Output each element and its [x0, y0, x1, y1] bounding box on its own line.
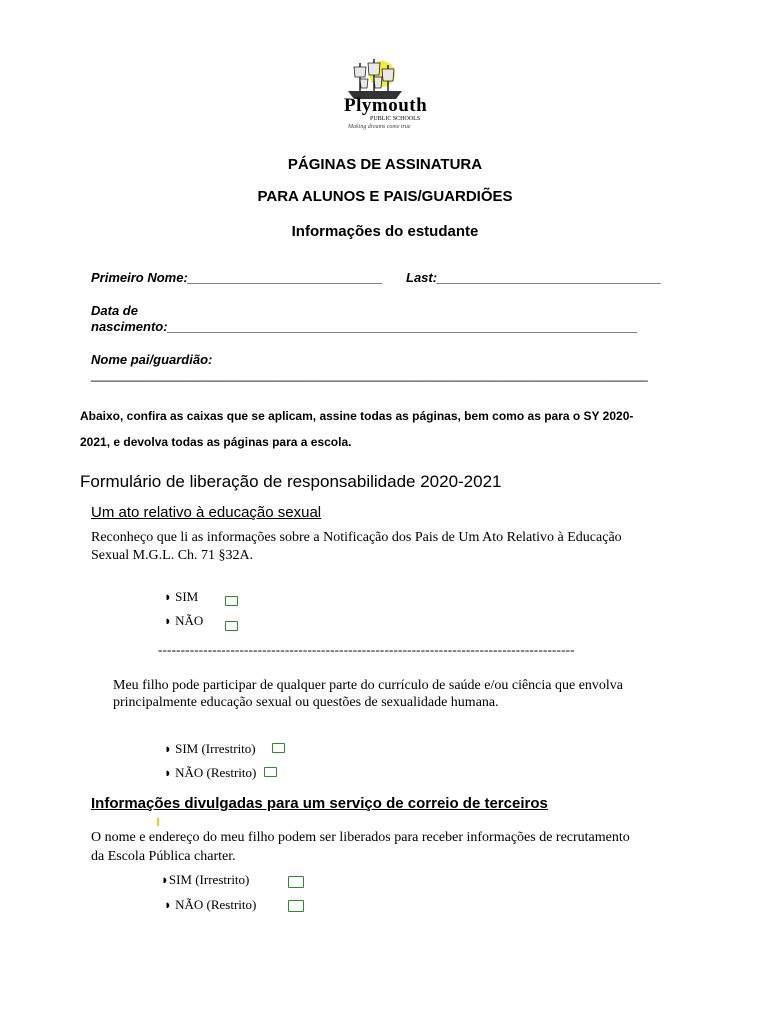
parent-name-line[interactable]: _____________________________________________________________________________: [91, 367, 648, 382]
last-name-line: _______________________________: [437, 270, 662, 285]
section1-no-label: NÃO: [175, 613, 204, 628]
instructions-line1: Abaixo, confira as caixas que se aplicam, assine todas as páginas, bem como as para o SY 2020-: [80, 409, 634, 423]
title-student-info: Informações do estudante: [291, 223, 479, 240]
instructions-line2: 2021, e devolva todas as páginas para a escola.: [80, 435, 352, 449]
section1-text-line1: Reconheço que li as informações sobre a Notificação dos Pais de Um Ato Relativo à Educação: [91, 530, 622, 545]
title-signature-pages: PÁGINAS DE ASSINATURA: [287, 156, 483, 173]
section3-yes-checkbox[interactable]: [288, 876, 304, 888]
section2-text-line2: principalmente educação sexual ou questões de sexualidade humana.: [113, 695, 499, 710]
first-name-line: ___________________________: [187, 270, 384, 285]
section2-option-no[interactable]: [164, 765, 256, 781]
section3-no-label: NÃO (Restrito): [175, 897, 257, 912]
first-name-field[interactable]: [91, 270, 383, 285]
section3-no-checkbox[interactable]: [288, 900, 304, 912]
section3-yes-label: SIM (Irrestrito): [168, 872, 250, 887]
section3-option-yes[interactable]: [161, 872, 249, 888]
text-cursor-mark: [157, 818, 159, 826]
dob-line: _________________________________________________________________: [167, 319, 638, 334]
dob-field[interactable]: [91, 319, 638, 334]
first-name-label: Primeiro Nome:: [91, 270, 188, 285]
bullet-marker-icon: ◗: [164, 589, 172, 604]
last-name-field[interactable]: [406, 270, 661, 285]
logo-tagline: Making dreams come true: [348, 124, 411, 130]
bullet-marker-icon: ◗: [161, 872, 169, 887]
section1-yes-label: SIM: [175, 589, 199, 604]
bullet-marker-icon: ◗: [164, 613, 172, 628]
bullet-marker-icon: ◗: [164, 741, 172, 756]
section2-option-yes[interactable]: [164, 741, 256, 757]
bullet-marker-icon: ◗: [164, 765, 172, 780]
section3-option-no[interactable]: [164, 897, 256, 913]
section1-no-checkbox[interactable]: [225, 621, 238, 631]
section-divider: --------------------------------------------------------------------------------------------: [158, 642, 575, 657]
title-students-parents: PARA ALUNOS E PAIS/GUARDIÕES: [257, 188, 513, 205]
section2-text-line1: Meu filho pode participar de qualquer parte do currículo de saúde e/ou ciência que envolva: [113, 678, 624, 693]
section2-yes-label: SIM (Irrestrito): [175, 741, 256, 756]
section1-heading: Um ato relativo à educação sexual: [91, 504, 322, 521]
section3-heading: Informações divulgadas para um serviço de correio de terceiros: [91, 795, 548, 812]
logo-name: Plymouth: [344, 95, 428, 116]
section2-no-label: NÃO (Restrito): [175, 765, 257, 780]
section2-yes-checkbox[interactable]: [272, 743, 285, 753]
dob-label: nascimento:: [91, 319, 168, 334]
section1-yes-checkbox[interactable]: [225, 596, 238, 606]
parent-name-label: Nome pai/guardião:: [91, 352, 213, 367]
form-title: Formulário de liberação de responsabilidade 2020-2021: [80, 472, 502, 491]
plymouth-logo: [330, 55, 440, 135]
bullet-marker-icon: ◗: [164, 897, 172, 912]
last-name-label: Last:: [406, 270, 438, 285]
logo-subname: PUBLIC SCHOOLS: [370, 116, 421, 122]
section3-text-line1: O nome e endereço do meu filho podem ser liberados para receber informações de recrutamento: [91, 830, 630, 845]
dob-label-line1: Data de: [91, 303, 138, 318]
section2-no-checkbox[interactable]: [264, 767, 277, 777]
section3-text-line2: da Escola Pública charter.: [91, 849, 236, 864]
section1-option-no[interactable]: [164, 613, 203, 629]
section1-option-yes[interactable]: [164, 589, 198, 605]
section1-text-line2: Sexual M.G.L. Ch. 71 §32A.: [91, 548, 254, 563]
